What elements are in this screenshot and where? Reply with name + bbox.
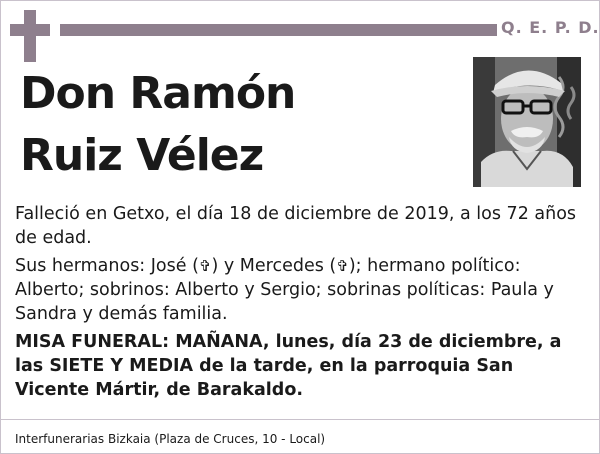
death-notice-paragraph: Falleció en Getxo, el día 18 de diciembre de 2019, a los 72 años de edad.	[15, 204, 577, 248]
qepd-label: Q. E. P. D.	[501, 18, 600, 37]
funeral-mass-paragraph: MISA FUNERAL: MAÑANA, lunes, día 23 de diciembre, a las SIETE Y MEDIA de la tarde, en la parroquia San Vicente Mártir, de Barakaldo.	[15, 332, 562, 400]
cross-icon: ✞	[336, 257, 349, 275]
deceased-name-line2: Ruiz Vélez	[20, 130, 264, 181]
funeral-home-footer: Interfunerarias Bizkaia (Plaza de Cruces, 10 - Local)	[15, 432, 326, 446]
cross-icon	[10, 10, 50, 62]
deceased-photo	[473, 57, 581, 187]
header-bar	[60, 24, 497, 36]
family-text-part2: ) y Mercedes (	[211, 256, 337, 276]
family-text-part3: ); hermano político: Alberto; sobrinos: Alberto y Sergio; sobrinas políticas: Paula y Sandra y demás familia.	[15, 256, 554, 324]
footer-divider	[0, 419, 600, 420]
family-paragraph	[15, 254, 580, 326]
family-text-part1: Sus hermanos: José (	[15, 256, 199, 276]
cross-icon: ✞	[198, 257, 212, 275]
obituary-body	[15, 202, 580, 406]
deceased-name-line1: Don Ramón	[20, 68, 296, 119]
